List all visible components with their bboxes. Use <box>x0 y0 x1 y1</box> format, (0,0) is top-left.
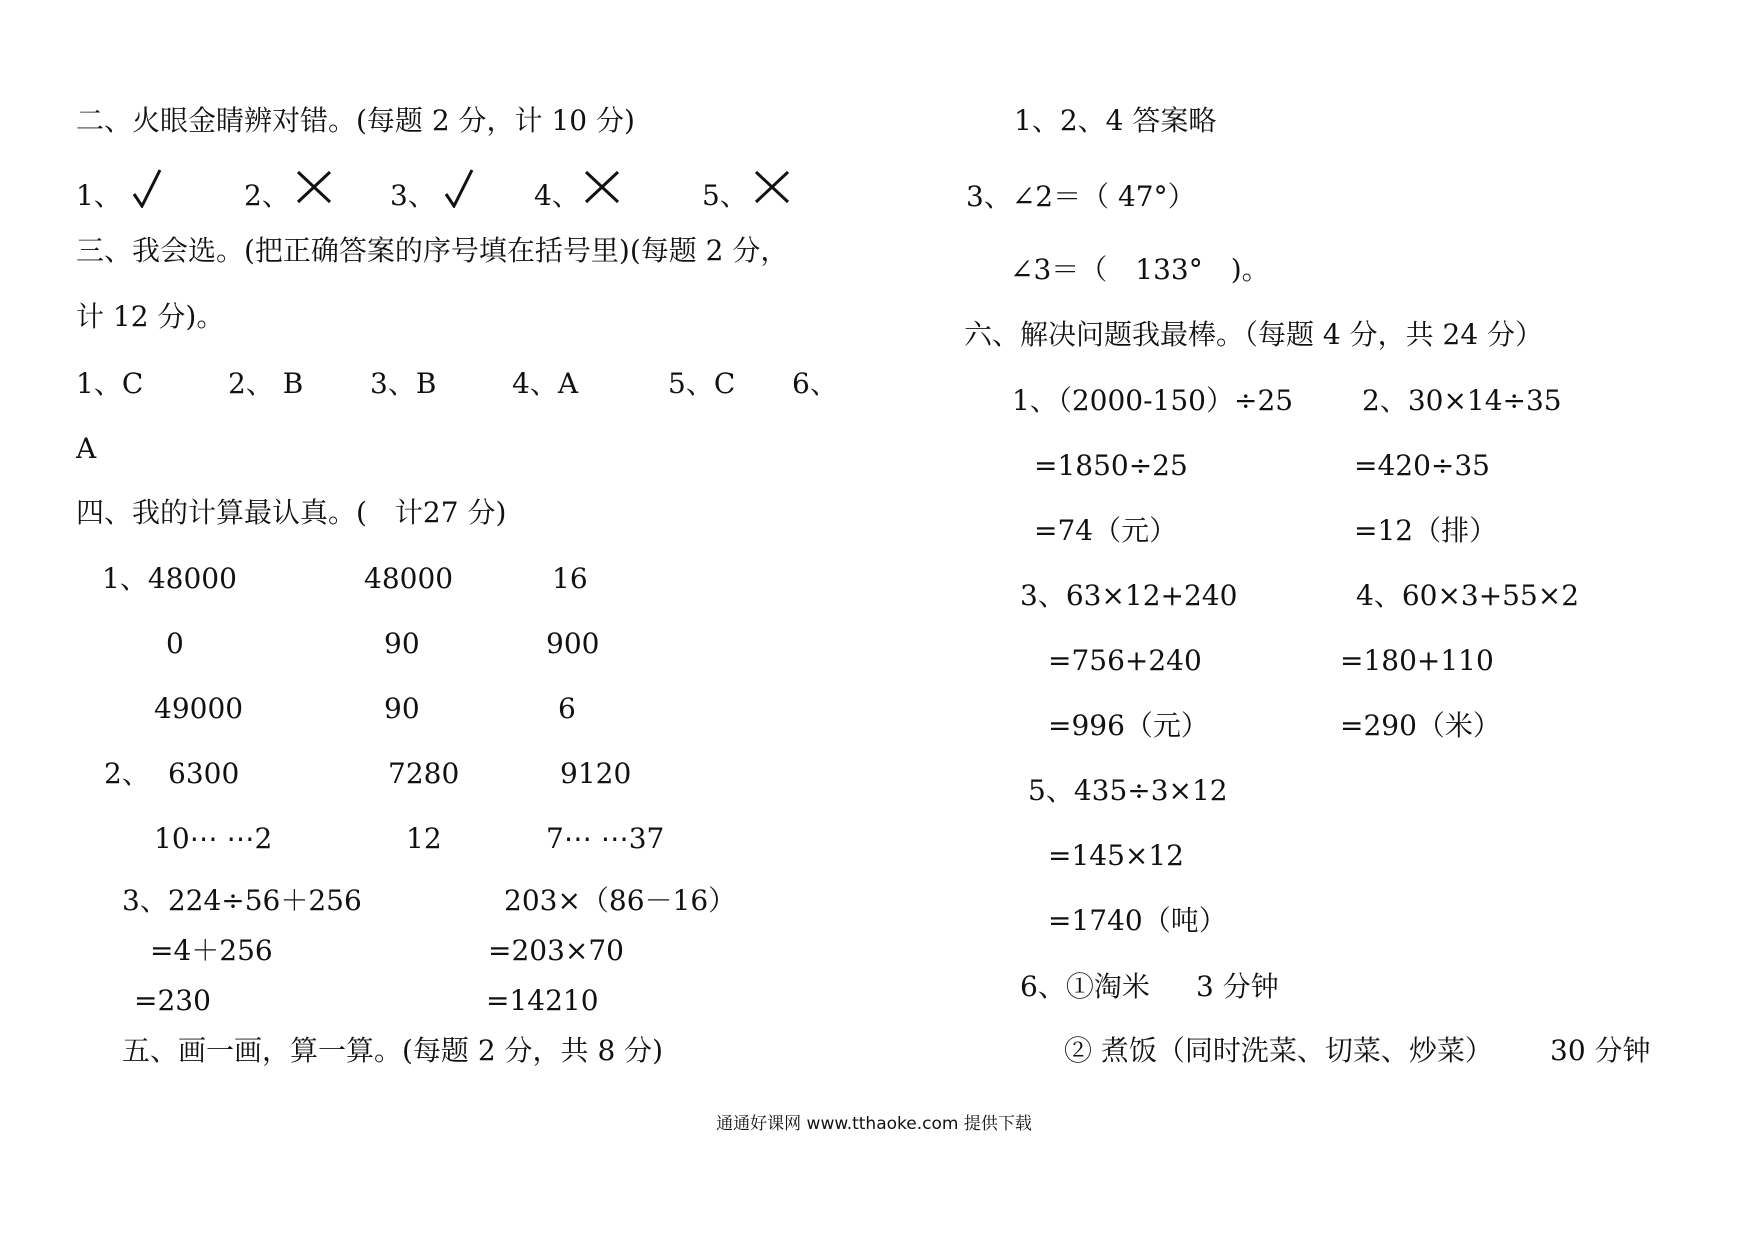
sec4-q2-value: 9120 <box>560 757 632 790</box>
cross-mark-icon <box>296 170 332 204</box>
sec3-answer-3: 3、B <box>370 367 437 400</box>
sec3-answer-6-wrap: A <box>76 432 97 465</box>
sec5-answer-line2: 3、∠2＝（ 47°） <box>966 180 1196 213</box>
sec6-p6-step2-time: 30 分钟 <box>1550 1034 1651 1067</box>
check-mark-icon <box>444 168 474 208</box>
footer-credit: 通通好课网 www.tthaoke.com 提供下载 <box>716 1114 1032 1134</box>
sec4-q3-line: 3、224÷56＋256 <box>122 884 362 917</box>
sec6-p4-line: =180+110 <box>1340 644 1494 677</box>
sec4-q1-value: 900 <box>546 627 600 660</box>
sec5-answer-line1: 1、2、4 答案略 <box>1014 104 1217 137</box>
section-3-title-line1: 三、我会选。(把正确答案的序号填在括号里)(每题 2 分， <box>76 234 789 267</box>
check-mark-icon <box>132 168 162 208</box>
sec4-q1-value: 90 <box>384 692 420 725</box>
sec6-p4-line: =290（米） <box>1340 709 1501 742</box>
sec6-p3-line: 3、63×12+240 <box>1020 579 1238 612</box>
sec6-p1-line: =74（元） <box>1034 514 1178 547</box>
sec6-p2-line: =12（排） <box>1354 514 1498 547</box>
sec2-item-1-num: 1、 <box>76 179 122 212</box>
sec4-q1-value: 6 <box>558 692 576 725</box>
sec4-q1-value: 49000 <box>154 692 244 725</box>
sec3-answer-6: 6、 <box>792 367 838 400</box>
sec6-p6-step2: ② 煮饭（同时洗菜、切菜、炒菜） <box>1064 1034 1493 1067</box>
sec4-q2-value: 10⋯ ⋯2 <box>154 822 273 855</box>
sec4-q1-label: 1、48000 <box>102 562 237 595</box>
sec3-answer-1: 1、C <box>76 367 144 400</box>
sec2-item-3-num: 3、 <box>390 179 436 212</box>
sec4-q1-value: 0 <box>166 627 184 660</box>
section-3-title-line2: 计 12 分)。 <box>76 300 225 333</box>
sec4-q2-value: 12 <box>406 822 442 855</box>
sec3-answer-5: 5、C <box>668 367 736 400</box>
sec4-q2-label: 2、 <box>104 757 150 790</box>
sec4-q1-value: 48000 <box>364 562 454 595</box>
section-2-title: 二、火眼金睛辨对错。(每题 2 分，计 10 分) <box>76 104 635 137</box>
section-5-title: 五、画一画，算一算。(每题 2 分，共 8 分) <box>122 1034 664 1067</box>
sec4-q3-line: =203×70 <box>488 934 624 967</box>
sec4-q3-line: =4＋256 <box>150 934 273 967</box>
sec4-q2-value: 7⋯ ⋯37 <box>546 822 665 855</box>
sec4-q3-line: =14210 <box>486 984 599 1017</box>
sec6-p2-line: =420÷35 <box>1354 449 1490 482</box>
sec6-p5-line: =1740（吨） <box>1048 904 1227 937</box>
sec6-p1-line: 1、（2000-150）÷25 <box>1012 384 1294 417</box>
sec3-answer-2: 2、 B <box>228 367 304 400</box>
section-6-title: 六、解决问题我最棒。（每题 4 分，共 24 分） <box>964 318 1544 351</box>
sec6-p4-line: 4、60×3+55×2 <box>1356 579 1580 612</box>
sec6-p1-line: =1850÷25 <box>1034 449 1188 482</box>
sec4-q3-line: 203×（86－16） <box>504 884 737 917</box>
sec4-q3-line: =230 <box>134 984 211 1017</box>
sec5-answer-line3: ∠3＝（ 133° )。 <box>1010 253 1270 286</box>
sec6-p5-line: 5、435÷3×12 <box>1028 774 1228 807</box>
sec4-q2-value: 6300 <box>168 757 240 790</box>
sec2-item-5-num: 5、 <box>702 179 748 212</box>
sec4-q1-value: 90 <box>384 627 420 660</box>
sec3-answer-4: 4、A <box>512 367 579 400</box>
sec6-p6-step1: 6、①淘米 <box>1020 970 1150 1003</box>
sec6-p5-line: =145×12 <box>1048 839 1184 872</box>
cross-mark-icon <box>754 170 790 204</box>
sec2-item-2-num: 2、 <box>244 179 290 212</box>
cross-mark-icon <box>584 170 620 204</box>
sec4-q2-value: 7280 <box>388 757 460 790</box>
sec6-p3-line: =996（元） <box>1048 709 1209 742</box>
sec6-p3-line: =756+240 <box>1048 644 1202 677</box>
sec4-q1-value: 16 <box>552 562 588 595</box>
sec6-p6-step1-time: 3 分钟 <box>1196 970 1279 1003</box>
sec6-p2-line: 2、30×14÷35 <box>1362 384 1562 417</box>
section-4-title: 四、我的计算最认真。( 计27 分) <box>76 496 507 529</box>
sec2-item-4-num: 4、 <box>534 179 580 212</box>
